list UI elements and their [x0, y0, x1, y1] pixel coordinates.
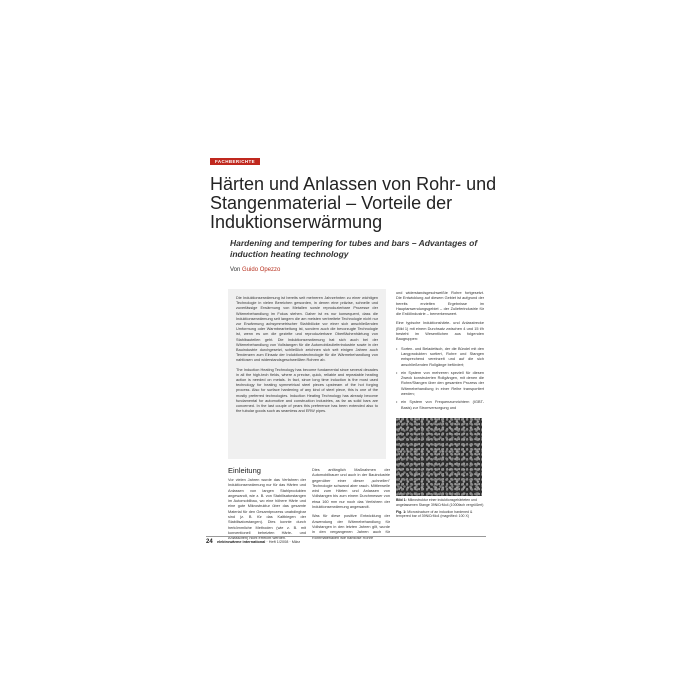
list-item: • ein System von mehreren speziell für diesen Zweck konstruierten Rollgängen, mit denen die Rohre/Stangen über den gesamten Prozess der Wärmebehandlung in einer Reihe transportiert werden; [396, 371, 484, 397]
abstract-german: Die Induktionserwärmung ist bereits seit mehreren Jahrzehnten zu einer wichtigen Technologie in vielen Bereichen geworden, in denen eine präzise, schnelle und zuverlässige Erwärmung von Metallen sowie reproduzierbare Prozesse der Wärmebehandlung im Fokus stehen. Daher ist es nur konsequent, dass die Induktionserwärmung seit langem die am meisten verbreitete Technologie nicht nur zur Erwärmung achsymmetrischer Stahlblöcke vor einer sich anschließenden Umformung oder Warmbearbeitung ist, sondern auch die bevorzugte Technologie ist, wenn es um die gezielte und reproduzierbare Oberflächenhärtung von Stahlbauteilen geht. Die Induktionserwärmung hat sich auch bei der Wärmebehandlung von Vollstangen für die Automobilzulieferindustrie sowie in der Bauindustrie durchgesetzt, schließlich zeichnen sich seit einigen Jahren auch Tendenzen zum Einsatz der Induktionstechnologie für die Wärmebehandlung von nahtlosen und widerstandsgeschweißten Rohren ab. [236, 296, 378, 363]
abstract-english: The Induction Heating Technology has become fundamental since several decades in all the high-tech fields, where a precise, quick, reliable and repeatable heating action is needed on metals. In fact, since long time induction is the most used technology for heating symmetrical steel pieces upstream of the hot forging process. Also for surface hardening of any kind of steel piece, this is one of the mostly preferred technologies. Induction Heating Technology has already become fundamental for automotive and construction industries, as far as solid bars are concerned. In the last couple of years this preference has been extended also to the tubular goods such as seamless and ERW pipes. [236, 367, 378, 414]
column-left-text: Vor vielen Jahren wurde das Verfahren der Induktionserwärmung nur für das Härten und Anlassen von langen Stahlprodukten angewandt, wie z. B. von Stabilisatorstangen im Automobilbau, wo eine höhere Härte und eine gute Mikrostruktur über das gesamte Material für den Gesamtprozess unabdingbar sind (z. B. für das Kaltbiegen der Stabilisatorstangen). Dies konnte durch herkömmliche Methoden (wie z. B. mit konventionell beheizten Härte- und Anlassöfen) nicht erreicht werden. [228, 478, 306, 541]
journal-issue: · Heft 1/2008 · März [266, 540, 301, 544]
author-prefix: Von [230, 267, 241, 273]
caption-en-text: Microstructure of an induction hardened & tempered bar of 39NiCrMo4 (magnified: 100 X) [396, 509, 473, 519]
column-right-top-text: und widerstandsgeschweißte Rohre fortgesetzt. Die Entwicklung auf diesem Gebiet ist aufgrund der bereits erzielten Ergebnisse im Hauptanwendungsgebiet – der Zulieferindustrie für die Erdölindustrie – bemerkenswert. [396, 291, 484, 317]
section-badge: FACHBERICHTE [210, 158, 260, 165]
component-list [396, 347, 484, 411]
caption-en-label: Fig. 1: [396, 509, 407, 514]
column-middle [312, 468, 390, 545]
list-item: • Sorten- und Beladetisch, der die Bündel mit den Langprodukten sortiert, Rohre und Stangen entsprechend vereinzelt und auf die sich anschließenden Rollgänge befördert; [396, 347, 484, 368]
list-item: • ein System von Frequenzumrichtern (IGBT-Basis) zur Stromversorgung und [396, 400, 484, 411]
article-subtitle: Hardening and tempering for tubes and bars – Advantages of induction heating technology [230, 238, 478, 259]
section-heading-einleitung: Einleitung [228, 466, 261, 475]
journal-line [217, 540, 300, 544]
article-title: Härten und Anlassen von Rohr- und Stangenmaterial – Vorteile der Induktionserwärmung [210, 174, 497, 232]
column-left [228, 466, 306, 546]
figure-caption [396, 498, 484, 521]
footer-rule [206, 536, 486, 537]
column-right [396, 291, 484, 414]
author-name: Guido Opezzo [242, 267, 281, 273]
column-middle-text-2: Was für diese positive Entwicklung der Anwendung der Wärmebehandlung für Vollstangen in den letzten Jahren gilt, wurde in den vergangenen Jahren auch für Rohrmaterialien wie nahtlose Rohre [312, 514, 390, 540]
page-number: 24 [206, 539, 213, 545]
journal-name: elektrowärme international [217, 540, 266, 544]
column-middle-text-1: Dies anfänglich Maßnahmen der Automobilbauer und auch in der Bauindustrie gegenüber einer dieser „schnellen" Technologie schwand aber rasch. Mittlerweile wird zum Härten und Anlassen von Vollstangen bis zum einem Durchmesser von etwa 160 mm nur noch das Verfahren der Induktionserwärmung angewandt. [312, 468, 390, 510]
microstructure-image [396, 418, 482, 496]
abstract-box [228, 289, 386, 459]
caption-de-text: Mikrostruktur einer induktionsgehärteten und angelassenen Stange 39NiCrMo4 (1000fach vergrößert) [396, 498, 484, 507]
column-right-intro: Eine typische Induktionshärte- und Anlasstrecke (Bild 1) mit einem Durchsatz zwischen 4 und 15 t/h besteht im Wesentlichen aus folgenden Baugruppen: [396, 321, 484, 342]
author-line [230, 267, 280, 273]
caption-de-label: Bild 1: [396, 498, 407, 502]
